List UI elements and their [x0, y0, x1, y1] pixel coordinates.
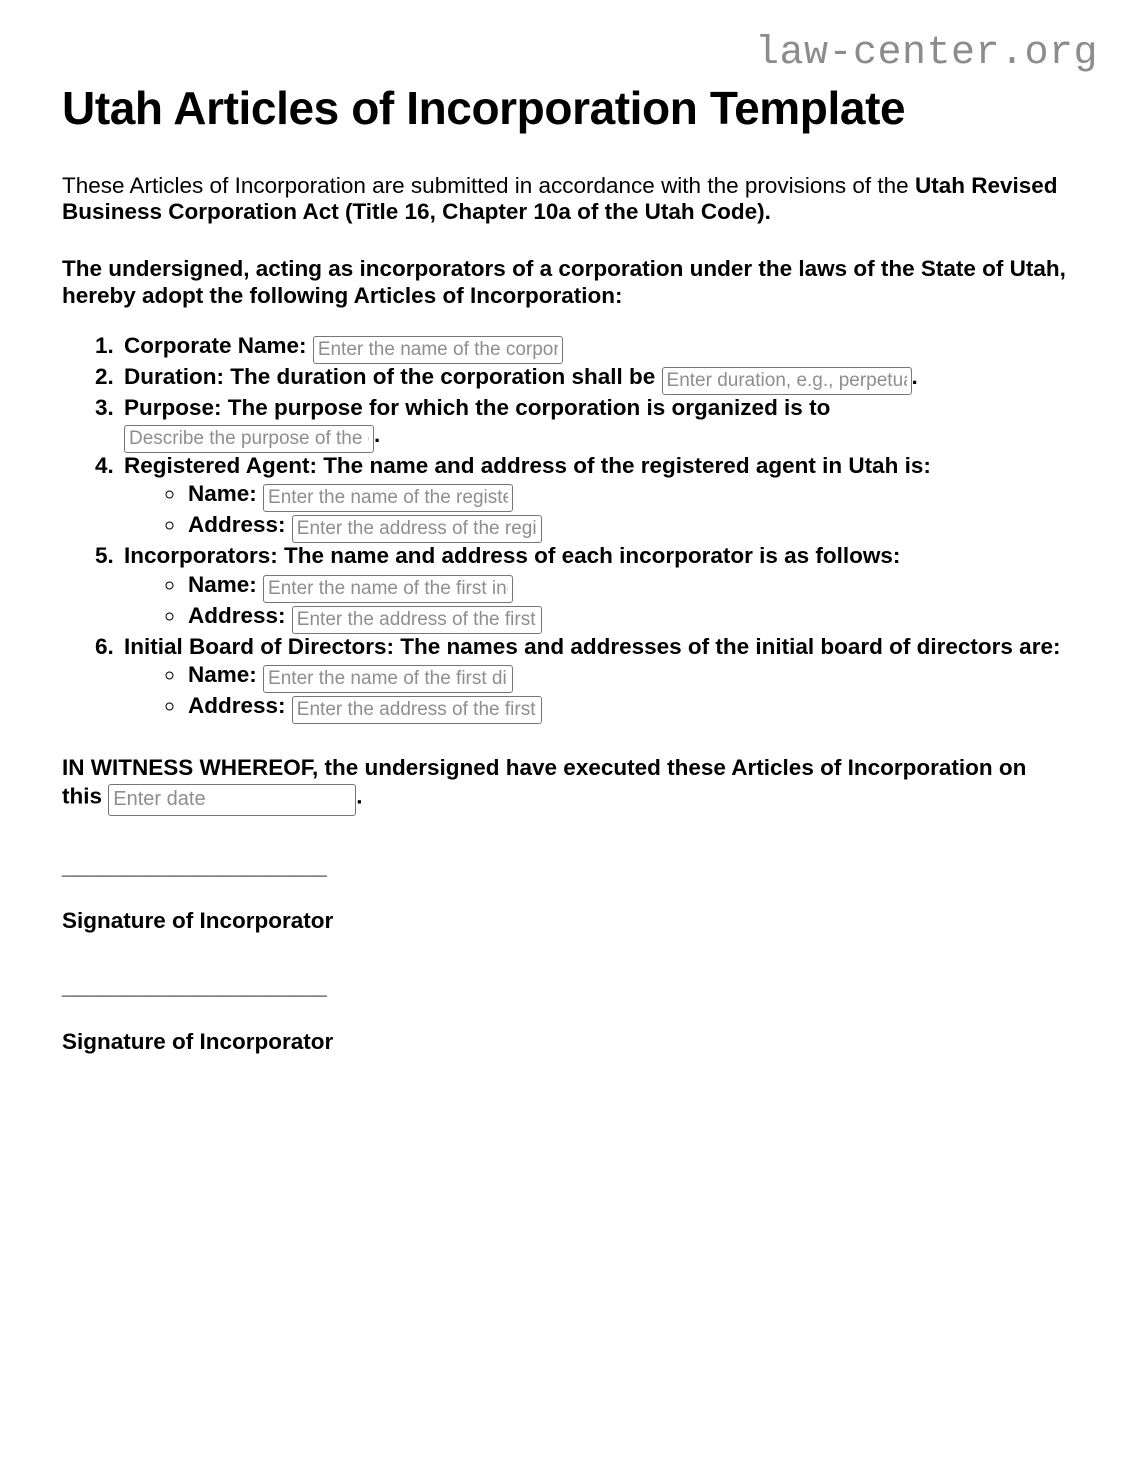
article-item-incorporators [120, 543, 1084, 632]
sub-label: Address: [188, 693, 286, 719]
article-item-registered-agent [120, 453, 1084, 542]
intro-paragraph [62, 173, 1072, 226]
incorporator-fields [124, 572, 1084, 632]
registered-agent-address-input[interactable] [292, 515, 542, 543]
page-title: Utah Articles of Incorporation Template [62, 82, 906, 134]
registered-agent-fields [124, 481, 1084, 541]
article-label: Corporate Name: [124, 333, 307, 359]
sub-label: Address: [188, 512, 286, 538]
director-address-row [186, 693, 1084, 722]
sub-label: Name: [188, 662, 257, 688]
signature-label: Signature of Incorporator [62, 1028, 334, 1054]
witness-clause [62, 754, 1052, 813]
corporate-name-input[interactable] [313, 336, 563, 364]
article-item-corporate-name [120, 333, 1084, 362]
witness-text: IN WITNESS WHEREOF, the undersigned have executed these Articles of Incorporation on this [62, 755, 1027, 809]
purpose-period: . [374, 421, 381, 447]
sub-label: Name: [188, 571, 257, 597]
site-watermark: law-center.org [754, 31, 1098, 76]
signature-block-1 [62, 853, 1098, 935]
article-item-duration [120, 364, 1084, 393]
incorporator-address-row [186, 603, 1084, 632]
director-fields [124, 662, 1084, 722]
registered-agent-name-row [186, 481, 1084, 510]
article-label: Purpose: The purpose for which the corporation is organized is to [124, 395, 831, 421]
witness-period: . [356, 783, 363, 809]
intro-act-name: Utah Revised Business Corporation Act (Title 16, Chapter 10a of the Utah Code). [62, 172, 1058, 225]
sub-label: Name: [188, 481, 257, 507]
duration-input[interactable] [662, 367, 912, 395]
director-name-row [186, 662, 1084, 691]
article-label: Duration: The duration of the corporation shall be [124, 364, 656, 390]
execution-date-input[interactable] [108, 784, 356, 816]
signature-label: Signature of Incorporator [62, 908, 334, 934]
article-label: Incorporators: The name and address of each incorporator is as follows: [124, 543, 901, 569]
purpose-input[interactable] [124, 425, 374, 453]
incorporator-name-input[interactable] [263, 575, 513, 603]
duration-period: . [911, 364, 918, 390]
article-label: Registered Agent: The name and address of the registered agent in Utah is: [124, 452, 931, 478]
intro-lead-text: These Articles of Incorporation are submitted in accordance with the provisions of the [62, 172, 915, 198]
sub-label: Address: [188, 602, 286, 628]
director-name-input[interactable] [263, 665, 513, 693]
registered-agent-name-input[interactable] [263, 484, 513, 512]
signature-line: ______________________ [62, 974, 327, 1000]
incorporator-name-row [186, 572, 1084, 601]
signature-line: ______________________ [62, 853, 327, 879]
articles-list [62, 333, 1098, 722]
signature-block-2 [62, 976, 1098, 1055]
director-address-input[interactable] [292, 696, 542, 724]
incorporator-address-input[interactable] [292, 606, 542, 634]
article-label: Initial Board of Directors: The names and addresses of the initial board of directors are: [124, 633, 1061, 659]
registered-agent-address-row [186, 512, 1084, 541]
adoption-statement: The undersigned, acting as incorporators of a corporation under the laws of the State of Utah, hereby adopt the following Articles of Incorporation: [62, 255, 1066, 308]
article-item-purpose [120, 395, 1084, 451]
article-item-initial-directors [120, 634, 1084, 723]
